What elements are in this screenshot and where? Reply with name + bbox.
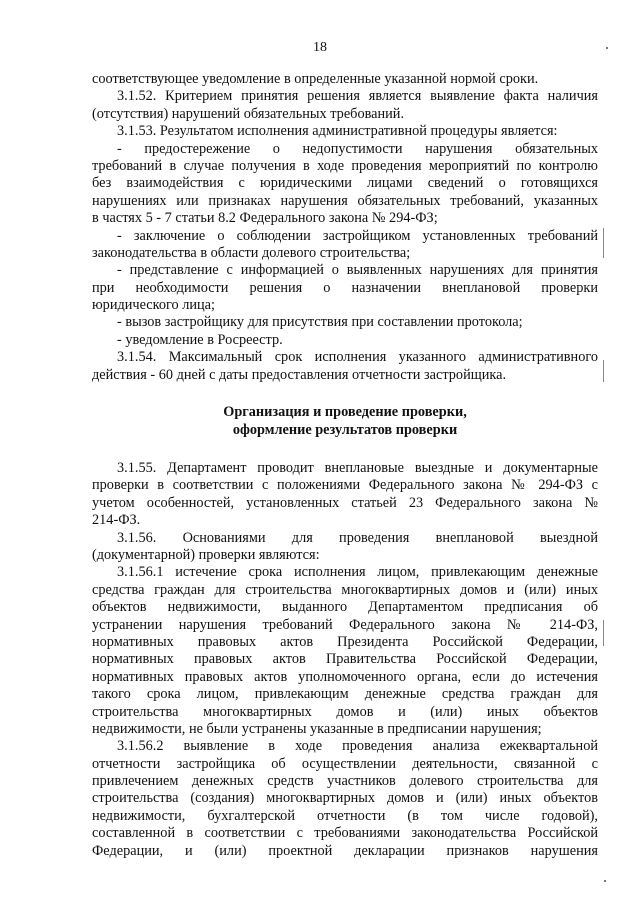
scan-artifact	[606, 47, 608, 49]
text-line: составленной в соответствии с требованиями законодательства Российской	[92, 825, 598, 842]
text-line: 214-ФЗ.	[92, 512, 141, 529]
text-line: (документарной) проверки являются:	[92, 546, 320, 563]
text-line: 3.1.56.2 выявление в ходе проведения анализа ежеквартальной	[117, 738, 598, 755]
text-line: устранении нарушения требований Федерального закона № 214-ФЗ,	[92, 616, 598, 633]
text-line: - вызов застройщику для присутствия при составлении протокола;	[117, 314, 523, 331]
text-line: соответствующее уведомление в определенные указанной нормой сроки.	[92, 71, 539, 87]
text-line: нарушениях или признаках нарушения обязательных требований, указанных	[92, 192, 598, 209]
scan-artifact	[603, 360, 604, 382]
scan-artifact	[603, 228, 604, 258]
text-line: в частях 5 - 7 статьи 8.2 Федерального закона № 294-ФЗ;	[92, 210, 438, 227]
text-line: Федерации, и (или) проектной декларации признаков нарушения	[92, 842, 598, 859]
scan-artifact	[603, 620, 604, 646]
text-line: строительства (создания) многоквартирных домов и (или) иных объектов	[92, 790, 598, 807]
document-body	[92, 71, 598, 860]
text-line: законодательства в области долевого строительства;	[92, 244, 411, 261]
text-line: 3.1.53. Результатом исполнения административной процедуры является:	[117, 123, 558, 140]
text-line: требований в случае получения в ходе проведения мероприятий по контролю	[92, 157, 598, 174]
text-line: 3.1.55. Департамент проводит внеплановые выездные и документарные	[117, 460, 598, 477]
text-line: - уведомление в Росреестр.	[117, 331, 283, 348]
text-line: 3.1.56.1 истечение срока исполнения лицом, привлекающим денежные	[117, 564, 598, 581]
section-heading: оформление результатов проверки	[232, 422, 458, 439]
text-line: нормативных правовых актов Президента Российской Федерации,	[92, 633, 598, 650]
section-heading: Организация и проведение проверки,	[223, 404, 467, 421]
text-line: - представление с информацией о выявленных нарушениях для принятия	[117, 262, 598, 279]
text-line: такого срока лицом, привлекающим денежные средства граждан для	[92, 686, 598, 703]
scan-artifact	[604, 880, 606, 882]
text-line: действия - 60 дней с даты предоставления отчетности застройщика.	[92, 366, 507, 383]
text-line: - заключение о соблюдении застройщиком установленных требований	[117, 227, 598, 244]
text-line: недвижимости, бухгалтерской отчетности (в том числе годовой),	[92, 807, 598, 824]
text-line: (отсутствия) нарушений обязательных требований.	[92, 105, 405, 122]
text-line: привлечением денежных средств участников долевого строительства для	[92, 773, 598, 790]
text-line: юридического лица;	[92, 297, 215, 314]
text-line: нормативных правовых актов Правительства Российской Федерации,	[92, 651, 598, 668]
text-line: без взаимодействия с юридическими лицами сведений о готовящихся	[92, 175, 598, 192]
text-line: 3.1.52. Критерием принятия решения является выявление факта наличия	[117, 88, 598, 105]
text-line: учетом особенностей, установленных статьей 23 Федерального закона №	[92, 494, 598, 511]
text-line: при необходимости решения о назначении внеплановой проверки	[92, 279, 598, 296]
page-number: 18	[313, 40, 327, 55]
text-line: 3.1.54. Максимальный срок исполнения указанного административного	[117, 349, 598, 366]
text-line: строительства многоквартирных домов и (или) иных объектов	[92, 703, 598, 720]
text-line: 3.1.56. Основаниями для проведения внеплановой выездной	[117, 529, 598, 546]
text-line: объектов недвижимости, выданного Департаментом предписания об	[92, 599, 598, 616]
text-line: недвижимости, не были устранены указанные в предписании нарушения;	[92, 720, 542, 737]
text-line: средства граждан для строительства многоквартирных домов и (или) иных	[92, 581, 598, 598]
text-line: проверки в соответствии с положениями Федерального закона № 294-ФЗ с	[92, 477, 598, 494]
text-line: отчетности застройщика об осуществлении деятельности, связанной с	[92, 755, 598, 772]
text-line: - предостережение о недопустимости нарушения обязательных	[117, 140, 598, 157]
text-line: нормативных правовых актов уполномоченного органа, если до истечения	[92, 668, 598, 685]
